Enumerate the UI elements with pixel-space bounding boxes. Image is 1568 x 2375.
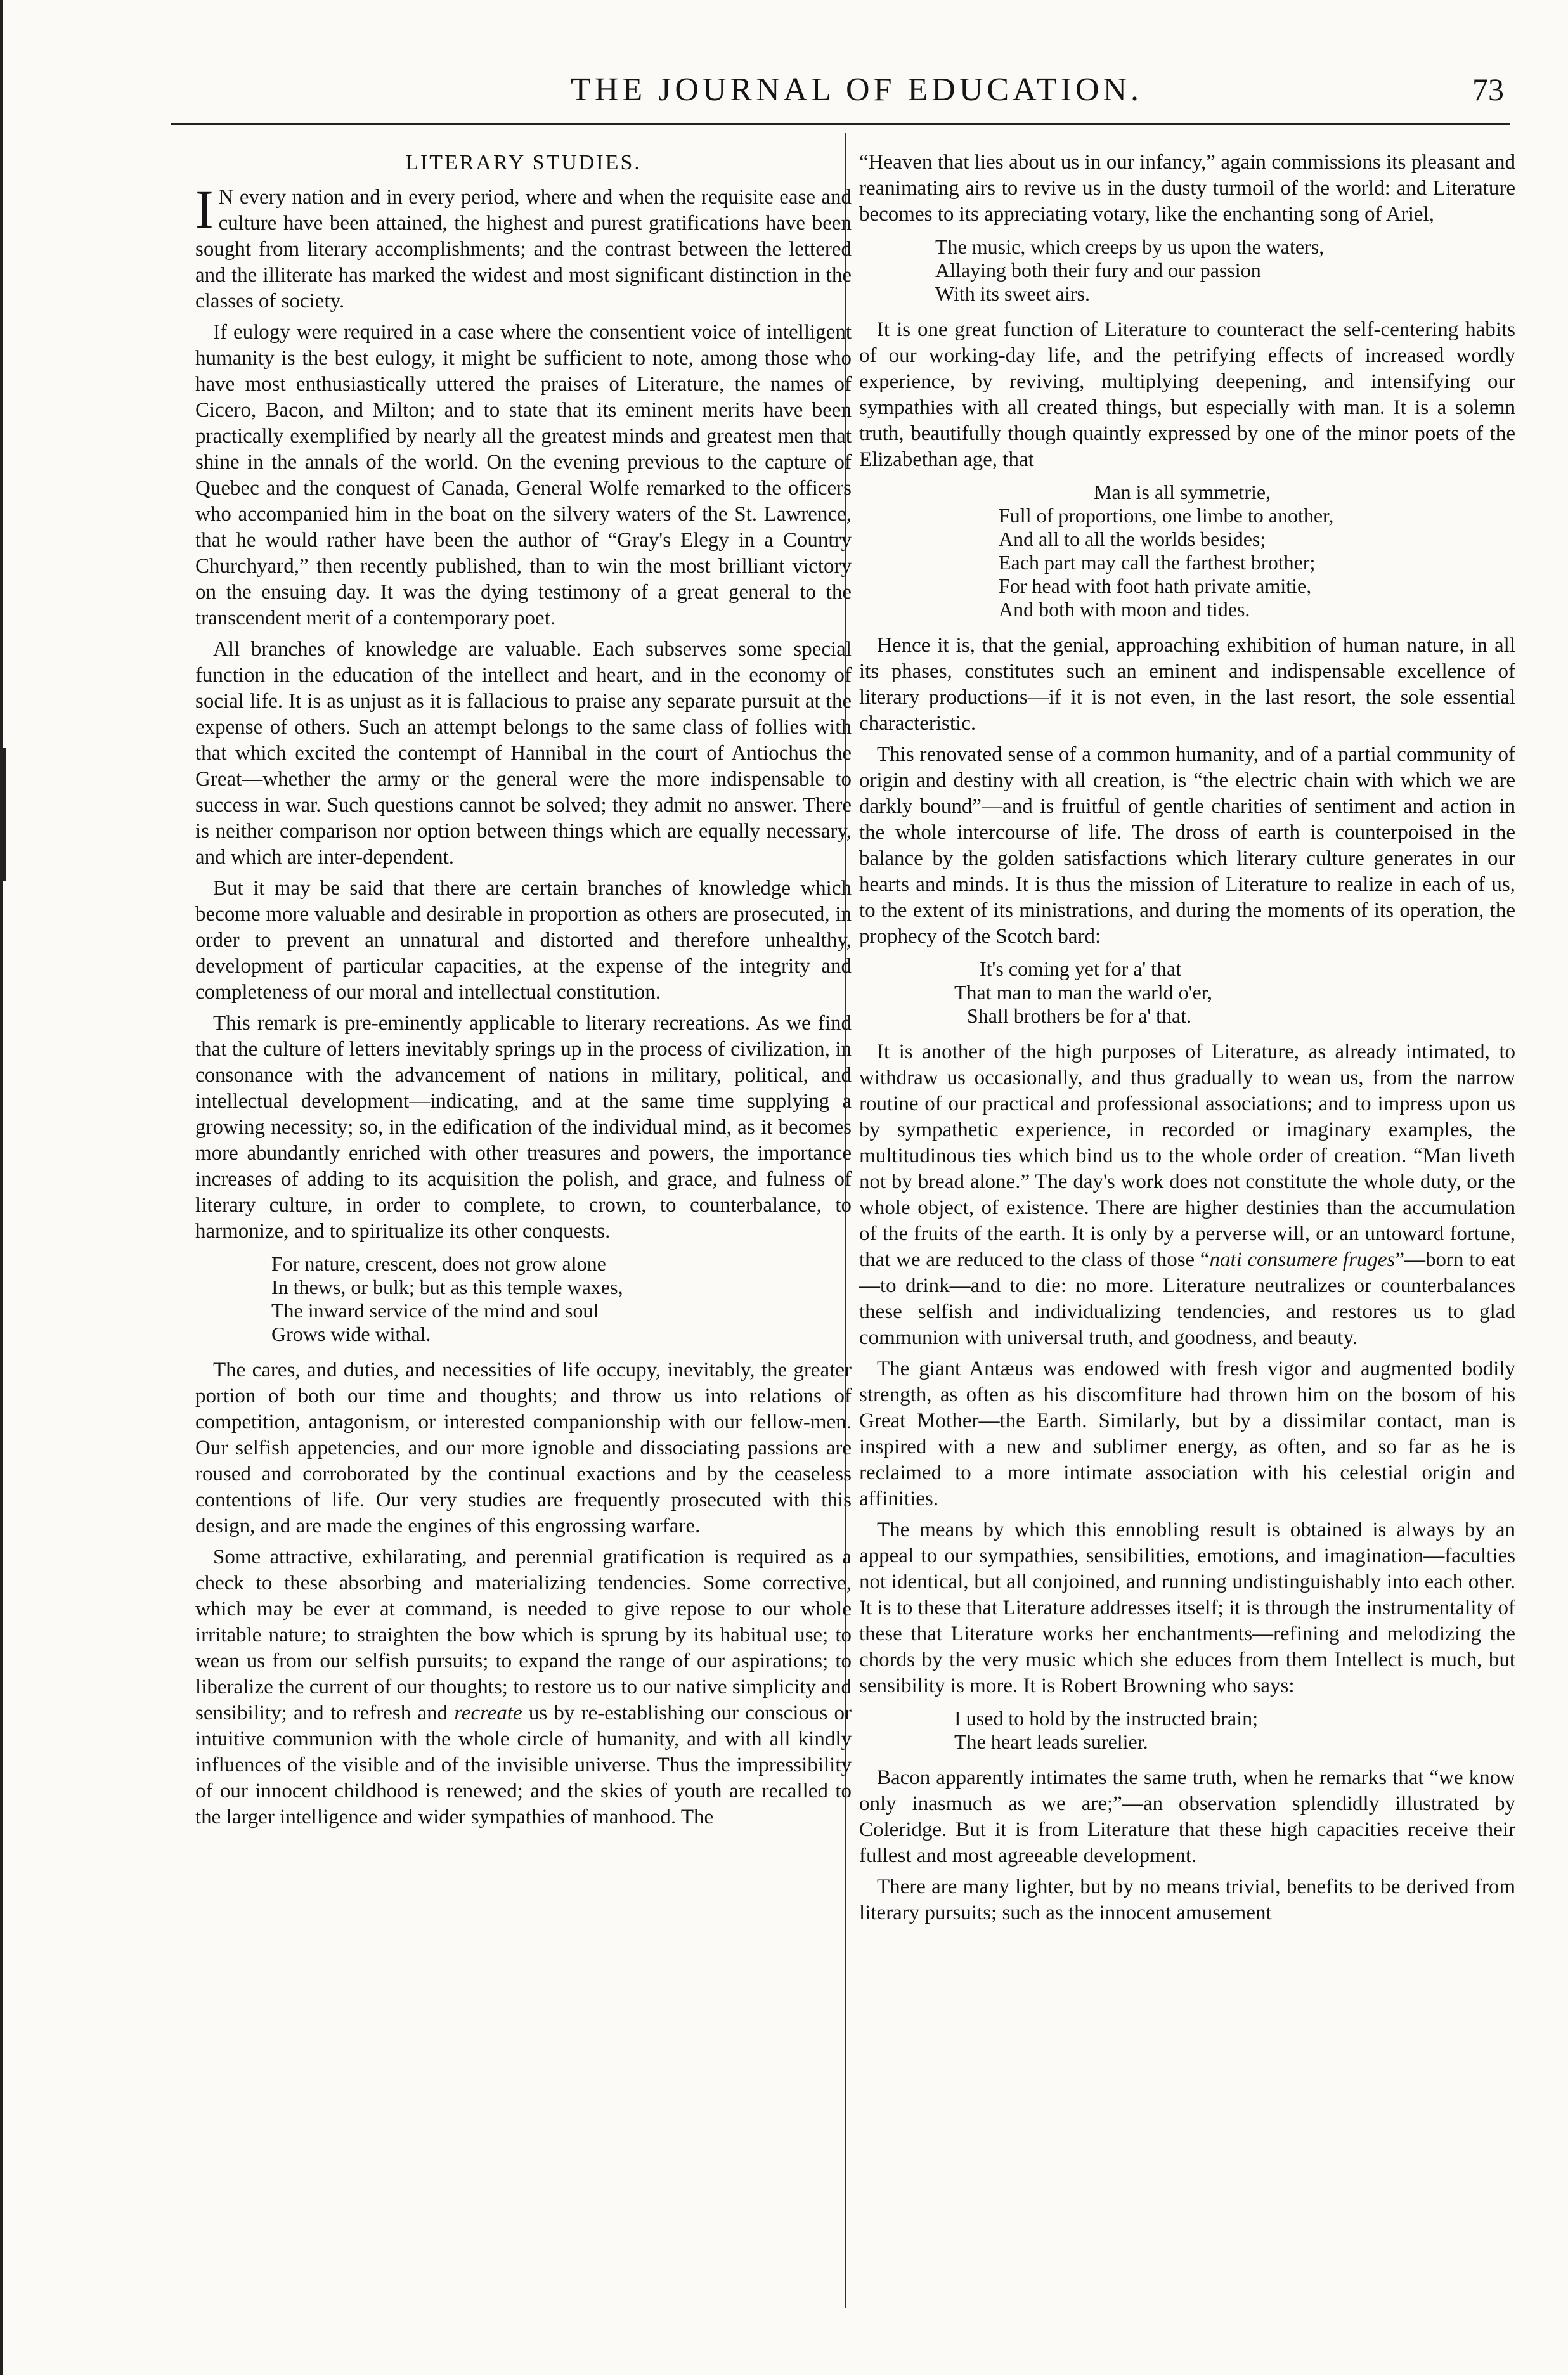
verse-line: Grows wide withal.: [271, 1323, 431, 1345]
verse-line: And all to all the worlds besides;: [999, 527, 1266, 550]
page-number: 73: [1472, 72, 1504, 107]
verse-line: And both with moon and tides.: [999, 598, 1250, 621]
article-title: LITERARY STUDIES.: [405, 151, 642, 174]
paragraph: This renovated sense of a common humanity, and of a partial community of origin and destiny with all creation, is “the electric chain with which we are darkly bound”—and is fruitful of gentle charities of sentiment and action in the whole intercourse of life. The dross of earth is counterpoised in the balance by the golden satisfactions which literary culture generates in our hearts and minds. It is thus the mission of Literature to realize in each of us, to the extent of its ministrations, and during the moments of its operation, the prophecy of the Scotch bard:: [859, 743, 1515, 948]
paragraph: This remark is pre-eminently applicable to literary recreations. As we find that the culture of letters inevitably springs up in the process of civilization, in consonance with the advancement of nations in military, political, and intellectual development—indicating, and at the same time supplying a growing necessity; so, in the edification of the individual mind, as it becomes more abundantly enriched with other treasures and powers, the importance increases of adding to its acquisition the polish, and grace, and fulness of literary culture, in order to complete, to crown, to counterbalance, to harmonize, and to spiritualize its other conquests.: [195, 1012, 852, 1243]
paragraph: All branches of knowledge are valuable. Each subserves some special function in the education of the intellect and heart, and in the economy of social life. It is as unjust as it is fallacious to praise any separate pursuit at the expense of others. Such an attempt belongs to the same class of follies with that which excited the contempt of Hannibal in the court of Antiochus the Great—whether the army or the general were the more indispensable to success in war. Such questions cannot be solved; they admit no answer. There is neither comparison nor option between things which are equally necessary, and which are inter-dependent.: [195, 638, 852, 869]
verse-line: That man to man the warld o'er,: [954, 981, 1213, 1004]
binding-edge: [0, 0, 3, 2375]
verse-line: It's coming yet for a' that: [980, 957, 1182, 980]
paragraph: Hence it is, that the genial, approaching exhibition of human nature, in all its phases, constitutes such an eminent and indispensable excellence of literary productions—if it is not even, in the last resort, the sole essential characteristic.: [859, 634, 1515, 735]
verse-line: Shall brothers be for a' that.: [967, 1004, 1192, 1027]
verse-line: The heart leads surelier.: [954, 1730, 1148, 1753]
paragraph: If eulogy were required in a case where the consentient voice of intelligent humanity is the best eulogy, it might be sufficient to note, among those who have most enthusiastically uttered the praises of Literature, the names of Cicero, Bacon, and Milton; and to state that its eminent merits have been practically exemplified by nearly all the greatest minds and greatest men that shine in the annals of the world. On the evening previous to the capture of Quebec and the conquest of Canada, General Wolfe remarked to the officers who accompanied him in the boat on the silvery waters of the St. Lawrence, that he would rather have been the author of “Gray's Elegy in a Country Churchyard,” then recently published, than to win the most brilliant victory on the ensuing day. It was the dying testimony of a great general to the transcendent merit of a contemporary poet.: [195, 321, 852, 630]
verse-quote: [935, 235, 1515, 306]
verse-line: With its sweet airs.: [935, 282, 1090, 305]
verse-line: Full of proportions, one limbe to another,: [999, 504, 1334, 527]
paragraph: The cares, and duties, and necessities of life occupy, inevitably, the greater portion of both our time and thoughts; and throw us into relations of competition, antagonism, or interested companionship with our fellow-men. Our selfish appetencies, and our more ignoble and dissociating passions are roused and corroborated by the continual exactions and by the ceaseless contentions of life. Our very studies are frequently prosecuted with this design, and are made the engines of this engrossing warfare.: [195, 1359, 852, 1537]
paragraph: The giant Antæus was endowed with fresh vigor and augmented bodily strength, as often as his discomfiture had thrown him on the bosom of his Great Mother—the Earth. Similarly, but by a dissimilar contact, man is inspired with a new and sublimer energy, as often, and so far as he is reclaimed to a more intimate association with his celestial origin and affinities.: [859, 1357, 1515, 1510]
binding-edge-mark: [0, 748, 6, 881]
paragraph: I N every nation and in every period, where and when the requisite ease and culture have been attained, the highest and purest gratifications have been sought from literary accomplishments; and the contrast between the lettered and the illiterate has marked the widest and most significant distinction in the classes of society.: [195, 179, 852, 313]
paragraph: “Heaven that lies about us in our infancy,” again commissions its pleasant and reanimating airs to revive us in the dusty turmoil of the world: and Literature becomes to its appreciating votary, like the enchanting song of Ariel,: [859, 151, 1515, 226]
drop-cap: I: [195, 179, 214, 240]
header-rule: [171, 123, 1510, 125]
page-header: [0, 71, 1568, 115]
emphasis: recreate: [454, 1702, 522, 1725]
paragraph: But it may be said that there are certain branches of knowledge which become more valuable and desirable in proportion as others are prosecuted, in order to prevent an unnatural and distorted and therefore unhealthy, development of particular capacities, at the expense of the integrity and completeness of our moral and intellectual constitution.: [195, 877, 852, 1004]
paragraph: It is one great function of Literature to counteract the self-centering habits of our working-day life, and the petrifying effects of increased wordly experience, by reviving, multiplying deepening, and intensifying our sympathies with all created things, but especially with man. It is a solemn truth, beautifully though quaintly expressed by one of the minor poets of the Elizabethan age, that: [859, 318, 1515, 471]
verse-line: Man is all symmetrie,: [1094, 481, 1271, 503]
verse-line: I used to hold by the instructed brain;: [954, 1707, 1259, 1730]
verse-line: In thews, or bulk; but as this temple waxes,: [271, 1276, 623, 1298]
paragraph: There are many lighter, but by no means trivial, benefits to be derived from literary pursuits; such as the innocent amusement: [859, 1875, 1515, 1924]
verse-quote: [954, 1707, 1515, 1754]
verse-line: For nature, crescent, does not grow alone: [271, 1252, 606, 1275]
journal-title: THE JOURNAL OF EDUCATION.: [571, 72, 1143, 108]
verse-quote: [999, 481, 1515, 621]
paragraph: The means by which this ennobling result is obtained is always by an appeal to our sympathies, sensibilities, emotions, and imagination—faculties not identical, but all conjoined, and running undistinguishably into each other. It is to these that Literature addresses itself; it is through the instrumentality of these that Literature works her enchantments—refining and melodizing the chords by the very music which she educes from them Intellect is much, but sensibility is more. It is Robert Browning who says:: [859, 1518, 1515, 1697]
verse-line: The music, which creeps by us upon the waters,: [935, 235, 1325, 258]
paragraph: It is another of the high purposes of Literature, as already intimated, to withdraw us occasionally, and thus gradually to wean us, from the narrow routine of our practical and professional associations; and to impress upon us by sympathetic experience, in recorded or imaginary examples, the multitudinous ties which bind us to the whole order of creation. “Man liveth not by bread alone.” The day's work does not constitute the whole duty, or the whole object, of existence. There are higher destinies than the accumulation of the fruits of the earth. It is only by a perverse will, or an untoward fortune, that we are reduced to the class of those “nati consumere fruges”—born to eat—to drink—and to die: no more. Literature neutralizes or counterbalances these selfish and individualizing tendencies, and restores us to glad communion with universal truth, and goodness, and beauty.: [859, 1040, 1515, 1349]
emphasis: nati consumere fruges: [1209, 1248, 1396, 1271]
verse-line: The inward service of the mind and soul: [271, 1299, 599, 1322]
right-column: [859, 150, 1515, 1931]
verse-quote: [954, 957, 1515, 1028]
verse-line: Each part may call the farthest brother;: [999, 551, 1316, 574]
left-column: [195, 150, 852, 1835]
paragraph: Bacon apparently intimates the same truth, when he remarks that “we know only inasmuch as we are;”—an observation splendidly illustrated by Coleridge. But it is from Literature that these high capacities receive their fullest and most agreeable development.: [859, 1766, 1515, 1867]
verse-line: For head with foot hath private amitie,: [999, 574, 1312, 597]
paragraph: Some attractive, exhilarating, and perennial gratification is required as a check to these absorbing and materializing tendencies. Some corrective, which may be ever at command, is needed to give repose to our whole irritable nature; to straighten the bow which is sprung by its habitual use; to wean us from our selfish pursuits; to expand the range of our aspirations; to liberalize the current of our thoughts; to restore us to our native simplicity and sensibility; and to refresh and recreate us by re-establishing our conscious or intuitive communion with the whole circle of humanity, and with all kindly influences of the visible and of the invisible universe. Thus the impressibility of our innocent childhood is renewed; and the skies of youth are recalled to the larger intelligence and wider sympathies of manhood. The: [195, 1546, 852, 1828]
verse-line: Allaying both their fury and our passion: [935, 259, 1261, 282]
verse-quote: [271, 1252, 852, 1346]
